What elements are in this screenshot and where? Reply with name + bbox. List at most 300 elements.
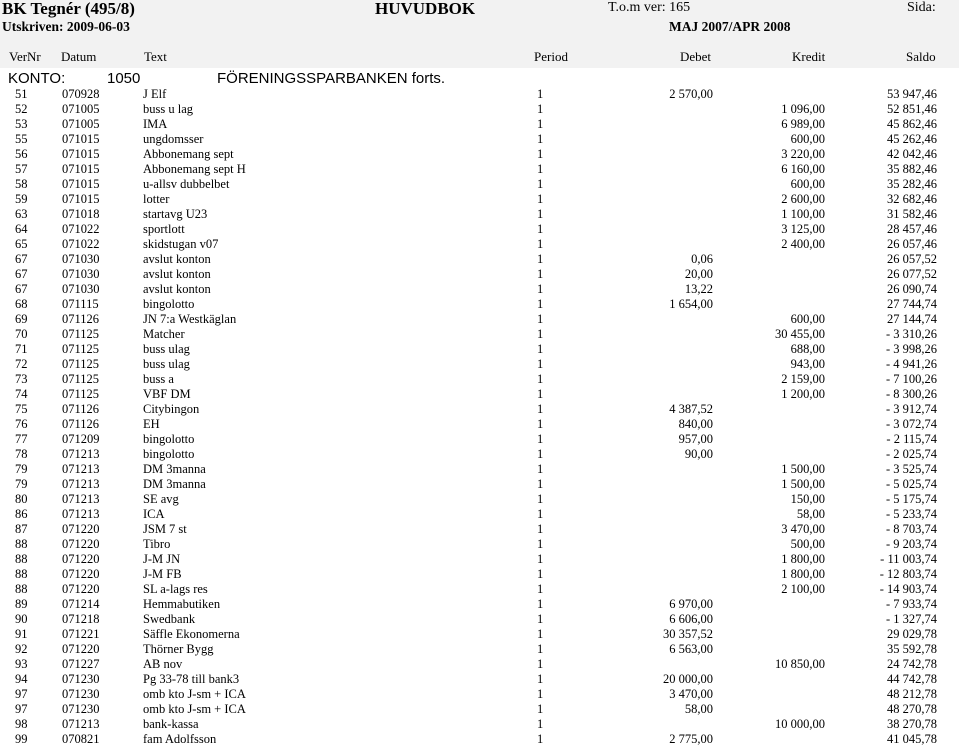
entry-text: u-allsv dubbelbet bbox=[143, 177, 230, 191]
table-row bbox=[0, 402, 959, 417]
voucher-number: 70 bbox=[15, 327, 28, 341]
table-row bbox=[0, 717, 959, 732]
table-row bbox=[0, 417, 959, 432]
entry-saldo: 52 851,46 bbox=[887, 102, 937, 116]
ledger-rows bbox=[0, 87, 959, 747]
entry-saldo: 38 270,78 bbox=[887, 717, 937, 731]
entry-saldo: 27 744,74 bbox=[887, 297, 937, 311]
table-row bbox=[0, 582, 959, 597]
voucher-number: 67 bbox=[15, 282, 28, 296]
voucher-number: 75 bbox=[15, 402, 28, 416]
entry-text: J Elf bbox=[143, 87, 167, 101]
entry-saldo: - 12 803,74 bbox=[879, 567, 937, 581]
entry-period: 1 bbox=[537, 492, 544, 506]
voucher-number: 79 bbox=[15, 462, 28, 476]
col-header-text: Text bbox=[144, 49, 167, 64]
voucher-number: 63 bbox=[15, 207, 28, 221]
entry-text: Thörner Bygg bbox=[143, 642, 214, 656]
entry-period: 1 bbox=[537, 447, 544, 461]
entry-date: 071213 bbox=[62, 507, 100, 521]
table-row bbox=[0, 642, 959, 657]
entry-period: 1 bbox=[537, 357, 544, 371]
entry-period: 1 bbox=[537, 312, 544, 326]
table-row bbox=[0, 477, 959, 492]
voucher-number: 68 bbox=[15, 297, 28, 311]
table-row bbox=[0, 132, 959, 147]
table-row bbox=[0, 297, 959, 312]
entry-date: 071213 bbox=[62, 717, 100, 731]
voucher-number: 58 bbox=[15, 177, 28, 191]
entry-kredit: 600,00 bbox=[790, 132, 825, 146]
entry-period: 1 bbox=[537, 117, 544, 131]
entry-date: 071015 bbox=[62, 132, 100, 146]
printed-date: Utskriven: 2009-06-03 bbox=[2, 19, 130, 34]
voucher-number: 90 bbox=[15, 612, 28, 626]
entry-saldo: - 3 072,74 bbox=[885, 417, 937, 431]
entry-saldo: - 5 233,74 bbox=[885, 507, 937, 521]
table-row bbox=[0, 702, 959, 717]
voucher-number: 78 bbox=[15, 447, 28, 461]
entry-period: 1 bbox=[537, 207, 544, 221]
voucher-number: 88 bbox=[15, 552, 28, 566]
entry-date: 071015 bbox=[62, 147, 100, 161]
entry-kredit: 1 800,00 bbox=[781, 552, 825, 566]
entry-saldo: - 7 100,26 bbox=[885, 372, 937, 386]
table-row bbox=[0, 522, 959, 537]
table-row bbox=[0, 597, 959, 612]
entry-date: 071005 bbox=[62, 117, 100, 131]
col-header-saldo: Saldo bbox=[906, 49, 936, 64]
voucher-number: 76 bbox=[15, 417, 28, 431]
entry-text: AB nov bbox=[143, 657, 183, 671]
table-row bbox=[0, 447, 959, 462]
voucher-number: 93 bbox=[15, 657, 28, 671]
entry-saldo: 28 457,46 bbox=[887, 222, 937, 236]
entry-kredit: 600,00 bbox=[790, 177, 825, 191]
voucher-number: 65 bbox=[15, 237, 28, 251]
entry-period: 1 bbox=[537, 537, 544, 551]
entry-period: 1 bbox=[537, 612, 544, 626]
voucher-number: 79 bbox=[15, 477, 28, 491]
entry-period: 1 bbox=[537, 162, 544, 176]
voucher-number: 59 bbox=[15, 192, 28, 206]
entry-saldo: 35 592,78 bbox=[887, 642, 937, 656]
entry-period: 1 bbox=[537, 702, 544, 716]
entry-period: 1 bbox=[537, 222, 544, 236]
entry-text: avslut konton bbox=[143, 252, 211, 266]
entry-kredit: 6 160,00 bbox=[781, 162, 825, 176]
entry-debet: 0,06 bbox=[691, 252, 713, 266]
entry-kredit: 2 400,00 bbox=[781, 237, 825, 251]
entry-text: Tibro bbox=[143, 537, 171, 551]
entry-saldo: 45 862,46 bbox=[887, 117, 937, 131]
voucher-number: 88 bbox=[15, 567, 28, 581]
entry-text: DM 3manna bbox=[143, 477, 206, 491]
voucher-number: 67 bbox=[15, 252, 28, 266]
table-row bbox=[0, 192, 959, 207]
voucher-number: 99 bbox=[15, 732, 28, 746]
voucher-number: 69 bbox=[15, 312, 28, 326]
entry-period: 1 bbox=[537, 507, 544, 521]
entry-kredit: 2 100,00 bbox=[781, 582, 825, 596]
entry-saldo: 32 682,46 bbox=[887, 192, 937, 206]
entry-text: omb kto J-sm + ICA bbox=[143, 702, 246, 716]
table-row bbox=[0, 672, 959, 687]
entry-kredit: 3 220,00 bbox=[781, 147, 825, 161]
entry-debet: 1 654,00 bbox=[669, 297, 713, 311]
entry-period: 1 bbox=[537, 687, 544, 701]
voucher-number: 74 bbox=[15, 387, 28, 401]
entry-period: 1 bbox=[537, 627, 544, 641]
entry-kredit: 30 455,00 bbox=[775, 327, 825, 341]
entry-kredit: 150,00 bbox=[790, 492, 825, 506]
entry-saldo: 31 582,46 bbox=[887, 207, 937, 221]
club-title: BK Tegnér (495/8) bbox=[2, 0, 135, 18]
entry-period: 1 bbox=[537, 267, 544, 281]
entry-date: 071230 bbox=[62, 687, 100, 701]
entry-date: 071125 bbox=[62, 327, 100, 341]
entry-period: 1 bbox=[537, 657, 544, 671]
entry-debet: 2 775,00 bbox=[669, 732, 713, 746]
entry-date: 071015 bbox=[62, 177, 100, 191]
entry-text: omb kto J-sm + ICA bbox=[143, 687, 246, 701]
entry-date: 071213 bbox=[62, 462, 100, 476]
entry-kredit: 1 200,00 bbox=[781, 387, 825, 401]
entry-period: 1 bbox=[537, 252, 544, 266]
table-row bbox=[0, 162, 959, 177]
entry-text: avslut konton bbox=[143, 267, 211, 281]
voucher-number: 98 bbox=[15, 717, 28, 731]
entry-saldo: - 5 025,74 bbox=[885, 477, 937, 491]
entry-saldo: 45 262,46 bbox=[887, 132, 937, 146]
entry-debet: 20 000,00 bbox=[663, 672, 713, 686]
entry-kredit: 1 500,00 bbox=[781, 462, 825, 476]
entry-kredit: 6 989,00 bbox=[781, 117, 825, 131]
entry-saldo: - 3 525,74 bbox=[885, 462, 937, 476]
table-row bbox=[0, 222, 959, 237]
entry-date: 071220 bbox=[62, 567, 100, 581]
entry-period: 1 bbox=[537, 477, 544, 491]
entry-date: 071209 bbox=[62, 432, 100, 446]
entry-kredit: 1 100,00 bbox=[781, 207, 825, 221]
entry-period: 1 bbox=[537, 327, 544, 341]
voucher-number: 88 bbox=[15, 537, 28, 551]
entry-period: 1 bbox=[537, 102, 544, 116]
entry-date: 071126 bbox=[62, 417, 100, 431]
table-row bbox=[0, 252, 959, 267]
entry-period: 1 bbox=[537, 522, 544, 536]
entry-saldo: - 3 912,74 bbox=[885, 402, 937, 416]
entry-kredit: 3 125,00 bbox=[781, 222, 825, 236]
entry-text: IMA bbox=[143, 117, 168, 131]
entry-saldo: 26 057,46 bbox=[887, 237, 937, 251]
entry-text: bingolotto bbox=[143, 432, 195, 446]
entry-text: Abbonemang sept H bbox=[143, 162, 246, 176]
entry-saldo: 27 144,74 bbox=[887, 312, 937, 326]
entry-period: 1 bbox=[537, 192, 544, 206]
entry-saldo: - 2 115,74 bbox=[886, 432, 937, 446]
entry-saldo: - 5 175,74 bbox=[885, 492, 937, 506]
entry-saldo: 24 742,78 bbox=[887, 657, 937, 671]
entry-text: sportlott bbox=[143, 222, 185, 236]
entry-text: Hemmabutiken bbox=[143, 597, 221, 611]
entry-saldo: - 11 003,74 bbox=[880, 552, 937, 566]
voucher-number: 97 bbox=[15, 702, 28, 716]
entry-date: 071022 bbox=[62, 237, 100, 251]
entry-period: 1 bbox=[537, 732, 544, 746]
entry-saldo: 42 042,46 bbox=[887, 147, 937, 161]
entry-saldo: 35 882,46 bbox=[887, 162, 937, 176]
entry-kredit: 2 159,00 bbox=[781, 372, 825, 386]
entry-saldo: 41 045,78 bbox=[887, 732, 937, 746]
entry-date: 071015 bbox=[62, 192, 100, 206]
entry-date: 071115 bbox=[62, 297, 99, 311]
entry-kredit: 10 000,00 bbox=[775, 717, 825, 731]
entry-saldo: 26 077,52 bbox=[887, 267, 937, 281]
entry-text: Abbonemang sept bbox=[143, 147, 234, 161]
entry-date: 071230 bbox=[62, 672, 100, 686]
entry-date: 071220 bbox=[62, 537, 100, 551]
entry-saldo: - 7 933,74 bbox=[885, 597, 937, 611]
entry-period: 1 bbox=[537, 282, 544, 296]
entry-text: skidstugan v07 bbox=[143, 237, 219, 251]
table-row bbox=[0, 507, 959, 522]
table-row bbox=[0, 537, 959, 552]
entry-date: 070928 bbox=[62, 87, 100, 101]
entry-text: Matcher bbox=[143, 327, 185, 341]
account-label: KONTO: bbox=[8, 70, 66, 87]
entry-saldo: - 3 998,26 bbox=[885, 342, 937, 356]
entry-saldo: 29 029,78 bbox=[887, 627, 937, 641]
table-row bbox=[0, 207, 959, 222]
entry-date: 071015 bbox=[62, 162, 100, 176]
entry-kredit: 10 850,00 bbox=[775, 657, 825, 671]
voucher-number: 77 bbox=[15, 432, 28, 446]
entry-debet: 6 970,00 bbox=[669, 597, 713, 611]
entry-kredit: 688,00 bbox=[790, 342, 825, 356]
version-label: T.o.m ver: 165 bbox=[608, 0, 691, 15]
entry-date: 071126 bbox=[62, 312, 100, 326]
entry-date: 071218 bbox=[62, 612, 100, 626]
book-title: HUVUDBOK bbox=[375, 0, 476, 18]
entry-period: 1 bbox=[537, 177, 544, 191]
voucher-number: 52 bbox=[15, 102, 28, 116]
table-row bbox=[0, 312, 959, 327]
table-row bbox=[0, 102, 959, 117]
voucher-number: 86 bbox=[15, 507, 28, 521]
entry-text: bingolotto bbox=[143, 297, 195, 311]
entry-saldo: - 2 025,74 bbox=[885, 447, 937, 461]
entry-debet: 3 470,00 bbox=[669, 687, 713, 701]
entry-period: 1 bbox=[537, 567, 544, 581]
entry-text: VBF DM bbox=[143, 387, 191, 401]
entry-date: 071213 bbox=[62, 477, 100, 491]
entry-text: DM 3manna bbox=[143, 462, 206, 476]
report-period: MAJ 2007/APR 2008 bbox=[669, 19, 791, 34]
col-header-ver: VerNr bbox=[9, 49, 41, 64]
entry-date: 071214 bbox=[62, 597, 100, 611]
entry-kredit: 1 500,00 bbox=[781, 477, 825, 491]
entry-period: 1 bbox=[537, 597, 544, 611]
voucher-number: 87 bbox=[15, 522, 28, 536]
entry-period: 1 bbox=[537, 237, 544, 251]
entry-saldo: 48 212,78 bbox=[887, 687, 937, 701]
voucher-number: 73 bbox=[15, 372, 28, 386]
entry-saldo: - 8 300,26 bbox=[885, 387, 937, 401]
entry-kredit: 2 600,00 bbox=[781, 192, 825, 206]
entry-kredit: 600,00 bbox=[790, 312, 825, 326]
table-row bbox=[0, 372, 959, 387]
account-name: FÖRENINGSSPARBANKEN forts. bbox=[217, 70, 446, 87]
entry-text: Säffle Ekonomerna bbox=[143, 627, 240, 641]
table-row bbox=[0, 357, 959, 372]
entry-period: 1 bbox=[537, 417, 544, 431]
voucher-number: 92 bbox=[15, 642, 28, 656]
entry-date: 071125 bbox=[62, 357, 100, 371]
entry-saldo: - 1 327,74 bbox=[885, 612, 937, 626]
entry-period: 1 bbox=[537, 717, 544, 731]
table-row bbox=[0, 657, 959, 672]
entry-text: bank-kassa bbox=[143, 717, 199, 731]
entry-saldo: - 4 941,26 bbox=[885, 357, 937, 371]
entry-text: EH bbox=[143, 417, 160, 431]
entry-date: 071125 bbox=[62, 372, 100, 386]
entry-text: J-M JN bbox=[143, 552, 181, 566]
entry-text: buss a bbox=[143, 372, 174, 386]
entry-text: Pg 33-78 till bank3 bbox=[143, 672, 240, 686]
col-header-kredit: Kredit bbox=[792, 49, 826, 64]
entry-text: lotter bbox=[143, 192, 170, 206]
entry-text: avslut konton bbox=[143, 282, 211, 296]
entry-saldo: 35 282,46 bbox=[887, 177, 937, 191]
entry-date: 071213 bbox=[62, 492, 100, 506]
table-row bbox=[0, 612, 959, 627]
entry-period: 1 bbox=[537, 462, 544, 476]
entry-period: 1 bbox=[537, 342, 544, 356]
entry-period: 1 bbox=[537, 372, 544, 386]
entry-saldo: 26 057,52 bbox=[887, 252, 937, 266]
entry-saldo: - 8 703,74 bbox=[885, 522, 937, 536]
entry-debet: 2 570,00 bbox=[669, 87, 713, 101]
table-row bbox=[0, 282, 959, 297]
entry-kredit: 1 800,00 bbox=[781, 567, 825, 581]
table-row bbox=[0, 87, 959, 102]
table-row bbox=[0, 117, 959, 132]
entry-debet: 30 357,52 bbox=[663, 627, 713, 641]
entry-text: Citybingon bbox=[143, 402, 200, 416]
entry-saldo: 44 742,78 bbox=[887, 672, 937, 686]
entry-date: 071220 bbox=[62, 642, 100, 656]
entry-saldo: - 3 310,26 bbox=[885, 327, 937, 341]
entry-text: buss u lag bbox=[143, 102, 193, 116]
entry-saldo: 26 090,74 bbox=[887, 282, 937, 296]
entry-debet: 6 606,00 bbox=[669, 612, 713, 626]
account-number: 1050 bbox=[107, 70, 141, 87]
entry-text: ICA bbox=[143, 507, 165, 521]
entry-debet: 957,00 bbox=[678, 432, 713, 446]
entry-date: 071022 bbox=[62, 222, 100, 236]
entry-date: 071213 bbox=[62, 447, 100, 461]
entry-date: 071125 bbox=[62, 387, 100, 401]
entry-debet: 13,22 bbox=[684, 282, 713, 296]
entry-date: 071227 bbox=[62, 657, 100, 671]
voucher-number: 64 bbox=[15, 222, 28, 236]
entry-period: 1 bbox=[537, 402, 544, 416]
entry-text: ungdomsser bbox=[143, 132, 204, 146]
entry-kredit: 58,00 bbox=[796, 507, 825, 521]
entry-period: 1 bbox=[537, 552, 544, 566]
entry-text: bingolotto bbox=[143, 447, 195, 461]
voucher-number: 91 bbox=[15, 627, 28, 641]
entry-period: 1 bbox=[537, 87, 544, 101]
entry-date: 071220 bbox=[62, 552, 100, 566]
entry-debet: 20,00 bbox=[684, 267, 713, 281]
voucher-number: 94 bbox=[15, 672, 28, 686]
entry-kredit: 500,00 bbox=[790, 537, 825, 551]
col-header-date: Datum bbox=[61, 49, 97, 64]
entry-date: 071125 bbox=[62, 342, 100, 356]
table-row bbox=[0, 432, 959, 447]
entry-period: 1 bbox=[537, 147, 544, 161]
entry-debet: 58,00 bbox=[684, 702, 713, 716]
entry-saldo: 53 947,46 bbox=[887, 87, 937, 101]
entry-text: fam Adolfsson bbox=[143, 732, 217, 746]
voucher-number: 89 bbox=[15, 597, 28, 611]
col-header-debet: Debet bbox=[680, 49, 712, 64]
entry-date: 070821 bbox=[62, 732, 100, 746]
table-row bbox=[0, 387, 959, 402]
table-row bbox=[0, 147, 959, 162]
entry-saldo: - 9 203,74 bbox=[885, 537, 937, 551]
entry-period: 1 bbox=[537, 297, 544, 311]
entry-text: J-M FB bbox=[143, 567, 182, 581]
voucher-number: 55 bbox=[15, 132, 28, 146]
entry-saldo: - 14 903,74 bbox=[879, 582, 937, 596]
entry-date: 071005 bbox=[62, 102, 100, 116]
entry-period: 1 bbox=[537, 672, 544, 686]
table-row bbox=[0, 567, 959, 582]
entry-debet: 840,00 bbox=[678, 417, 713, 431]
entry-text: JN 7:a Westkäglan bbox=[143, 312, 237, 326]
entry-debet: 90,00 bbox=[684, 447, 713, 461]
voucher-number: 56 bbox=[15, 147, 28, 161]
entry-text: buss ulag bbox=[143, 342, 190, 356]
entry-date: 071030 bbox=[62, 252, 100, 266]
entry-period: 1 bbox=[537, 642, 544, 656]
voucher-number: 67 bbox=[15, 267, 28, 281]
entry-debet: 4 387,52 bbox=[669, 402, 713, 416]
entry-saldo: 48 270,78 bbox=[887, 702, 937, 716]
entry-date: 071018 bbox=[62, 207, 100, 221]
table-row bbox=[0, 327, 959, 342]
entry-period: 1 bbox=[537, 582, 544, 596]
entry-date: 071230 bbox=[62, 702, 100, 716]
entry-date: 071126 bbox=[62, 402, 100, 416]
entry-text: JSM 7 st bbox=[143, 522, 187, 536]
entry-kredit: 943,00 bbox=[790, 357, 825, 371]
entry-date: 071030 bbox=[62, 267, 100, 281]
entry-kredit: 1 096,00 bbox=[781, 102, 825, 116]
voucher-number: 80 bbox=[15, 492, 28, 506]
voucher-number: 97 bbox=[15, 687, 28, 701]
entry-period: 1 bbox=[537, 432, 544, 446]
table-row bbox=[0, 687, 959, 702]
entry-period: 1 bbox=[537, 132, 544, 146]
entry-text: Swedbank bbox=[143, 612, 196, 626]
table-row bbox=[0, 462, 959, 477]
voucher-number: 51 bbox=[15, 87, 28, 101]
col-header-period: Period bbox=[534, 49, 568, 64]
